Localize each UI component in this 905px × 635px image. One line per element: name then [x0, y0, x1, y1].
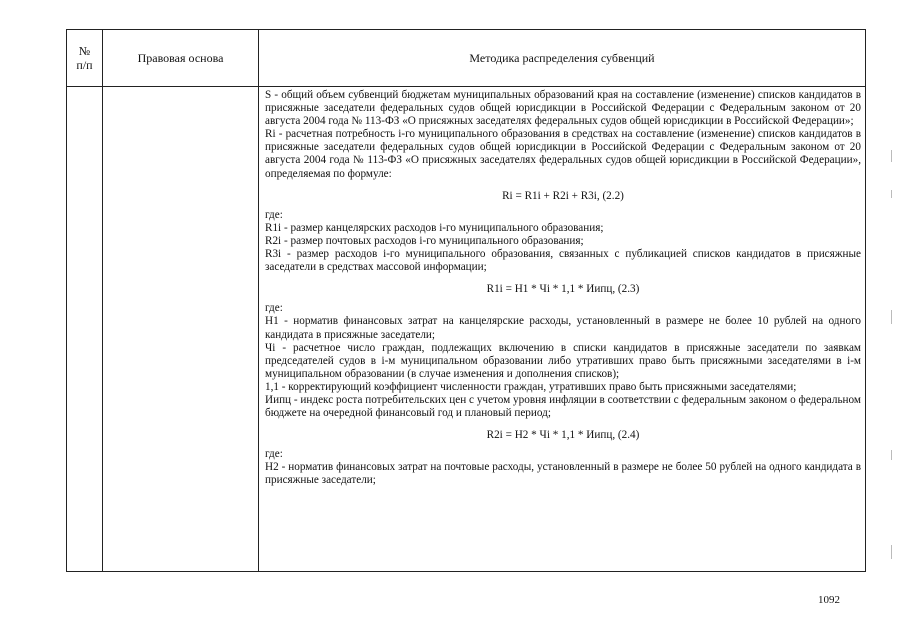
- paragraph-ipc-definition: Иипц - индекс роста потребительских цен с учетом уровня инфляции в соответствии с федеральным законом о федеральном бюджете на очередной финансовый год и плановый период;: [265, 393, 861, 420]
- header-legal-basis: Правовая основа: [103, 30, 259, 87]
- paragraph-h1-definition: H1 - норматив финансовых затрат на канцелярские расходы, установленный в размере не более 10 рублей на одного кандидата в присяжные заседатели;: [265, 315, 861, 341]
- paragraph-r3i-definition: R3i - размер расходов i-го муниципального образования, связанных с публикацией списков кандидатов в присяжные заседатели в средствах массовой информации;: [265, 248, 861, 274]
- paragraph-h2-definition: H2 - норматив финансовых затрат на почтовые расходы, установленный в размере не более 50 рублей на одного кандидата в присяжные заседатели;: [265, 461, 861, 487]
- table-header-row: [67, 30, 866, 87]
- formula-2-2: Ri = R1i + R2i + R3i, (2.2): [502, 189, 624, 202]
- page-number: 1092: [818, 594, 840, 606]
- cell-methodology: [259, 87, 866, 572]
- header-number: № п/п: [67, 30, 103, 87]
- paragraph-r1i-definition: R1i - размер канцелярских расходов i-го муниципального образования;: [265, 221, 604, 234]
- where-label: где:: [265, 208, 283, 221]
- formula-2-4: R2i = H2 * Чi * 1,1 * Иипц, (2.4): [486, 429, 640, 442]
- scan-edge-marks: [889, 150, 895, 570]
- where-label: где:: [265, 448, 283, 461]
- where-label: где:: [265, 302, 283, 315]
- paragraph-s-definition: S - общий объем субвенций бюджетам муниципальных образований края на составление (изменение) списков кандидатов в присяжные заседатели федеральных судов общей юрисдикции в Российской Федерации с Федеральным законом от 20 августа 2004 года № 113-ФЗ «О присяжных заседателях федеральных судов общей юрисдикции в Российской Федерации»;: [265, 89, 861, 128]
- formula-2-3: R1i = H1 * Чi * 1,1 * Иипц, (2.3): [486, 283, 640, 296]
- cell-legal-basis: [103, 87, 259, 572]
- subvention-methodology-table: [66, 29, 866, 572]
- paragraph-chi-definition: Чi - расчетное число граждан, подлежащих включению в списки кандидатов в присяжные заседатели по заявкам председателей судов в i-м муниципальном образовании либо утративших право быть присяжными заседателями в i-м муниципальном образовании (в случае изменения и дополнения списков);: [265, 341, 861, 380]
- paragraph-coefficient-definition: 1,1 - корректирующий коэффициент численности граждан, утративших право быть присяжными заседателями;: [265, 380, 797, 393]
- paragraph-r2i-definition: R2i - размер почтовых расходов i-го муниципального образования;: [265, 234, 584, 247]
- header-methodology: Методика распределения субвенций: [259, 30, 866, 87]
- table-row: [67, 87, 866, 572]
- paragraph-ri-definition: Ri - расчетная потребность i-го муниципального образования в средствах на составление (изменение) списков кандидатов в присяжные заседатели федеральных судов общей юрисдикции в Российской Федерации с Федеральным законом от 20 августа 2004 года № 113-ФЗ «О присяжных заседателях федеральных судов общей юрисдикции в Российской Федерации», определяемая по формуле:: [265, 128, 861, 180]
- cell-number: [67, 87, 103, 572]
